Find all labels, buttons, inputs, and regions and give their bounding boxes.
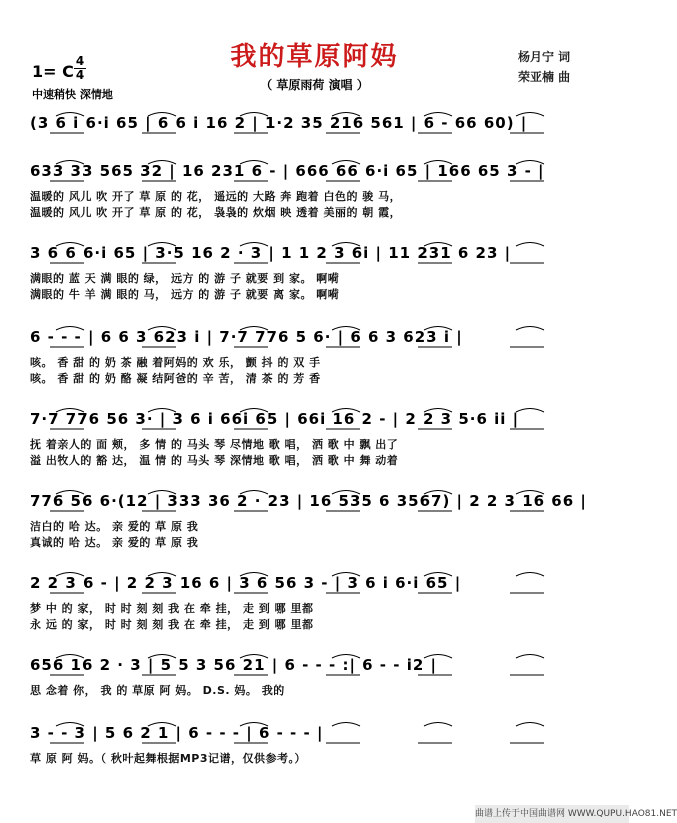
slur-arc bbox=[332, 573, 360, 577]
slur-arc bbox=[56, 409, 84, 413]
slur-arc bbox=[56, 113, 84, 117]
slur-arc bbox=[148, 243, 176, 247]
time-signature-top: 4 bbox=[75, 54, 85, 68]
lyric-line: 抚 着亲人的 面 颊， 多 情 的 马头 琴 尽情地 歌 唱， 洒 歌 中 飘 出了 bbox=[30, 438, 399, 451]
slur-arc bbox=[240, 161, 268, 165]
slur-arc bbox=[424, 243, 452, 247]
slur-arc bbox=[332, 243, 360, 247]
slur-arc bbox=[56, 491, 84, 495]
slur-arc bbox=[424, 655, 452, 659]
slur-arc bbox=[148, 161, 176, 165]
slur-arc bbox=[148, 573, 176, 577]
slur-arc bbox=[516, 655, 544, 659]
score-title: 我的草原阿妈 bbox=[230, 42, 399, 72]
lyricist-credit: 杨月宁 词 bbox=[518, 50, 571, 64]
notes-line: 2 2 3 6 - | 2 2 3 16 6 | 3 6 56 3 - | 3 6 i 6·i 65 | bbox=[30, 574, 462, 592]
lyric-line: 咳。 香 甜 的 奶 酪 凝 结阿爸的 辛 苦， 清 茶 的 芳 香 bbox=[30, 372, 321, 385]
slur-arc bbox=[148, 327, 176, 331]
beam-marks bbox=[30, 242, 600, 264]
lyric-line: 满眼的 蓝 天 满 眼的 绿， 远方 的 游 子 就要 到 家。 啊嗬 bbox=[30, 272, 340, 285]
slur-arc bbox=[332, 327, 360, 331]
lyric-line: 思 念着 你， 我 的 草原 阿 妈。 D.S. 妈。 我的 bbox=[30, 684, 285, 697]
key-signature: 1= C bbox=[32, 62, 74, 81]
tempo-marking: 中速稍快 深情地 bbox=[32, 88, 113, 101]
slur-arc bbox=[424, 723, 452, 727]
composer-credit: 荣亚楠 曲 bbox=[518, 70, 571, 84]
notes-line: 3 6 6 6·i 65 | 3·5 16 2 · 3 | 1 1 2 3 6i | 11 231 6 23 | bbox=[30, 244, 512, 262]
slur-arc bbox=[148, 491, 176, 495]
slur-arc bbox=[424, 327, 452, 331]
notes-line: 633 33 565 32 | 16 231 6 - | 666 66 6·i 65 | 166 65 3 - | bbox=[30, 162, 545, 180]
lyric-line: 草 原 阿 妈。（ 秋叶起舞根据MP3记谱，仅供参考。） bbox=[30, 752, 306, 765]
lyric-line: 温暖的 风儿 吹 开了 草 原 的 花， 遥远的 大路 奔 跑着 白色的 骏 马， bbox=[30, 190, 402, 203]
lyric-line: 温暖的 风儿 吹 开了 草 原 的 花， 袅袅的 炊烟 映 透着 美丽的 朝 霞， bbox=[30, 206, 402, 219]
slur-arc bbox=[516, 573, 544, 577]
time-signature-bottom: 4 bbox=[75, 68, 85, 82]
notes-line: 3 - - 3 | 5 6 2 1 | 6 - - - | 6 - - - | bbox=[30, 724, 324, 742]
lyric-line: 梦 中 的 家， 时 时 刻 刻 我 在 牵 挂， 走 到 哪 里都 bbox=[30, 602, 314, 615]
slur-arc bbox=[516, 327, 544, 331]
slur-arc bbox=[240, 409, 268, 413]
slur-arc bbox=[148, 723, 176, 727]
slur-arc bbox=[240, 723, 268, 727]
performer-credit: （ 草原雨荷 演唱 ） bbox=[260, 78, 369, 92]
slur-arc bbox=[56, 327, 84, 331]
slur-arc bbox=[332, 113, 360, 117]
beam-marks bbox=[30, 722, 600, 744]
slur-arc bbox=[332, 409, 360, 413]
beam-marks bbox=[30, 490, 600, 512]
lyric-line: 咳。 香 甜 的 奶 茶 融 着阿妈的 欢 乐， 颤 抖 的 双 手 bbox=[30, 356, 321, 369]
lyric-line: 满眼的 牛 羊 满 眼的 马， 远方 的 游 子 就要 离 家。 啊嗬 bbox=[30, 288, 340, 301]
slur-arc bbox=[424, 161, 452, 165]
slur-arc bbox=[516, 161, 544, 165]
slur-arc bbox=[332, 655, 360, 659]
slur-arc bbox=[424, 113, 452, 117]
slur-arc bbox=[148, 113, 176, 117]
beam-marks bbox=[30, 160, 600, 182]
slur-arc bbox=[424, 573, 452, 577]
slur-arc bbox=[424, 409, 452, 413]
slur-arc bbox=[148, 409, 176, 413]
slur-arc bbox=[516, 113, 544, 117]
slur-arc bbox=[56, 723, 84, 727]
slur-arc bbox=[240, 243, 268, 247]
slur-arc bbox=[240, 573, 268, 577]
lyric-line: 永 远 的 家， 时 时 刻 刻 我 在 牵 挂， 走 到 哪 里都 bbox=[30, 618, 314, 631]
lyric-line: 溢 出牧人的 豁 达， 温 情 的 马头 琴 深情地 歌 唱， 洒 歌 中 舞 动着 bbox=[30, 454, 399, 467]
notes-line: 656 16 2 · 3 | 5 5 3 56 21 | 6 - - - :| 6 - - i2 | bbox=[30, 656, 437, 674]
slur-arc bbox=[516, 243, 544, 247]
beam-marks bbox=[30, 572, 600, 594]
slur-arc bbox=[148, 655, 176, 659]
slur-arc bbox=[240, 327, 268, 331]
slur-arc bbox=[240, 113, 268, 117]
slur-arc bbox=[516, 409, 544, 413]
slur-arc bbox=[56, 243, 84, 247]
slur-arc bbox=[56, 161, 84, 165]
beam-marks bbox=[30, 654, 600, 676]
notes-line: 7·7 776 56 3· | 3 6 i 66i 65 | 66i 16 2 - | 2 2 3 5·6 ii | bbox=[30, 410, 520, 428]
time-signature bbox=[74, 56, 86, 81]
slur-arc bbox=[240, 491, 268, 495]
beam-marks bbox=[30, 408, 600, 430]
notes-line: 6 - - - | 6 6 3 623 i | 7·7 776 5 6· | 6 6 3 623 i | bbox=[30, 328, 463, 346]
slur-arc bbox=[424, 491, 452, 495]
slur-arc bbox=[332, 161, 360, 165]
beam-marks bbox=[30, 112, 600, 134]
slur-arc bbox=[240, 655, 268, 659]
site-footer: 曲谱上传于中国曲谱网 WWW.QUPU.HAO81.NET bbox=[475, 805, 629, 823]
beam-marks bbox=[30, 326, 600, 348]
slur-arc bbox=[516, 723, 544, 727]
lyric-line: 真诚的 哈 达。 亲 爱的 草 原 我 bbox=[30, 536, 199, 549]
lyric-line: 洁白的 哈 达。 亲 爱的 草 原 我 bbox=[30, 520, 199, 533]
slur-arc bbox=[56, 573, 84, 577]
slur-arc bbox=[516, 491, 544, 495]
slur-arc bbox=[56, 655, 84, 659]
slur-arc bbox=[332, 491, 360, 495]
notes-line: (3 6 i 6·i 65 | 6 6 i 16 2 | 1·2 35 216 561 | 6 - 66 60) | bbox=[30, 114, 528, 132]
slur-arc bbox=[332, 723, 360, 727]
notes-line: 776 56 6·(12 | 333 36 2 · 23 | 16 535 6 3567) | 2 2 3 16 66 | bbox=[30, 492, 587, 510]
